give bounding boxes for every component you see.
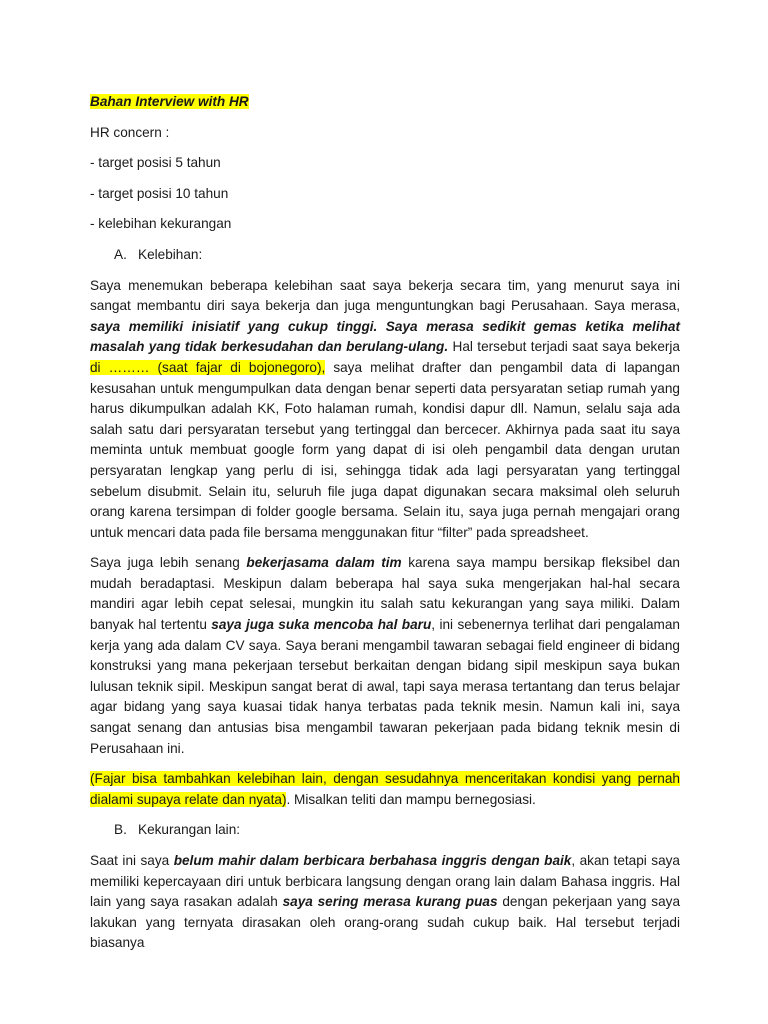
document-title bbox=[90, 92, 680, 113]
section-a-heading bbox=[90, 245, 680, 266]
bold-italic-run: saya sering merasa kurang puas bbox=[282, 894, 498, 910]
section-label: Kelebihan: bbox=[138, 246, 203, 262]
text-run: dengan pekerjaan yang saya lakukan yang ternyata dirasakan oleh orang-orang sudah cukup baik. Hal tersebut terjadi biasanya bbox=[90, 894, 681, 951]
paragraph-note bbox=[90, 769, 680, 810]
text-run: Hal tersebut terjadi saat saya bekerja bbox=[448, 339, 680, 355]
text-run: Saya juga lebih senang bbox=[90, 555, 247, 571]
paragraph-kekurangan bbox=[90, 851, 680, 954]
title-highlight: Bahan Interview with HR bbox=[90, 94, 249, 109]
text-run: . Misalkan teliti dan mampu bernegosiasi. bbox=[286, 791, 536, 807]
highlighted-run: (Fajar bisa tambahkan kelebihan lain, dengan sesudahnya menceritakan kondisi yang pernah dialami supaya relate dan nyata) bbox=[90, 771, 680, 807]
bold-italic-run: bekerjasama dalam tim bbox=[246, 555, 402, 571]
text-run: Saya menemukan beberapa kelebihan saat saya bekerja secara tim, yang menurut saya ini sangat membantu diri saya bekerja dan juga menguntungkan bagi Perusahaan. Saya merasa, bbox=[90, 277, 680, 314]
concern-item: - kelebihan kekurangan bbox=[90, 216, 232, 232]
text-run: , ini sebenernya terlihat dari pengalaman kerja yang ada dalam CV saya. Saya berani mengambil tawaran sebagai field engineer di bidang konstruksi yang mana pekerjaan tersebut berkaitan dengan bidang sipil meskipun saya bukan lulusan teknik sipil. Meskipun sangat berat di awal, tapi saya merasa tertantang dan terus belajar agar bidang yang saya kuasai tidak hanya terbatas pada teknik mesin. Namun kali ini, saya sangat senang dan antusias bisa mengambil tawaran pekerjaan pada bidang teknik mesin di Perusahaan ini. bbox=[90, 617, 680, 756]
hr-concern-heading: HR concern : bbox=[90, 124, 170, 140]
bold-italic-run: belum mahir dalam berbicara berbahasa inggris dengan baik bbox=[173, 853, 572, 868]
paragraph-kelebihan-1 bbox=[90, 276, 680, 544]
section-label: Kekurangan lain: bbox=[138, 822, 241, 838]
concern-item: - target posisi 5 tahun bbox=[90, 155, 221, 171]
list-marker: A. bbox=[114, 246, 127, 262]
bold-italic-run: saya juga suka mencoba hal baru bbox=[211, 617, 432, 633]
concern-item: - target posisi 10 tahun bbox=[90, 185, 229, 201]
text-run: Saat ini saya bbox=[90, 853, 174, 868]
text-run: , akan tetapi saya memiliki kepercayaan diri untuk berbicara langsung dengan orang lain dalam Bahasa inggris. Hal lain yang saya rasakan adalah bbox=[90, 853, 680, 910]
section-b-heading bbox=[90, 820, 680, 841]
bold-italic-run: saya memiliki inisiatif yang cukup tinggi. Saya merasa sedikit gemas ketika melihat masalah yang tidak berkesudahan dan berulang-ulang. bbox=[90, 318, 680, 355]
text-run: saya melihat drafter dan pengambil data di lapangan kesusahan untuk mengumpulkan data dengan benar seperti data persyaratan setiap rumah yang harus dikumpulkan adalah KK, Foto halaman rumah, kondisi dapur dll. Namun, selalu saja ada salah satu dari persyaratan tersebut yang tertinggal dan bercecer. Akhirnya pada saat itu saya meminta untuk membuat google form yang dapat di isi oleh pengambil data dengan urutan persyaratan lengkap yang perlu di isi, sehingga tidak ada lagi persyaratan yang tertinggal sebelum disubmit. Selain itu, seluruh file juga dapat digunakan secara maksimal oleh seluruh orang karena tersimpan di folder google bersama. Selain itu, saya juga pernah mengajari orang untuk mencari data pada file bersama menggunakan fitur “filter” pada spreadsheet. bbox=[90, 359, 680, 540]
list-marker: B. bbox=[114, 822, 127, 838]
text-run: karena saya mampu bersikap fleksibel dan mudah beradaptasi. Meskipun dalam beberapa hal saya suka mengerjakan hal-hal secara mandiri agar lebih cepat selesai, mungkin itu salah satu kekurangan yang saya miliki. Dalam banyak hal tertentu bbox=[90, 555, 680, 633]
paragraph-kelebihan-2 bbox=[90, 553, 680, 759]
highlighted-run: di ……… (saat fajar di bojonegoro), bbox=[90, 359, 326, 375]
